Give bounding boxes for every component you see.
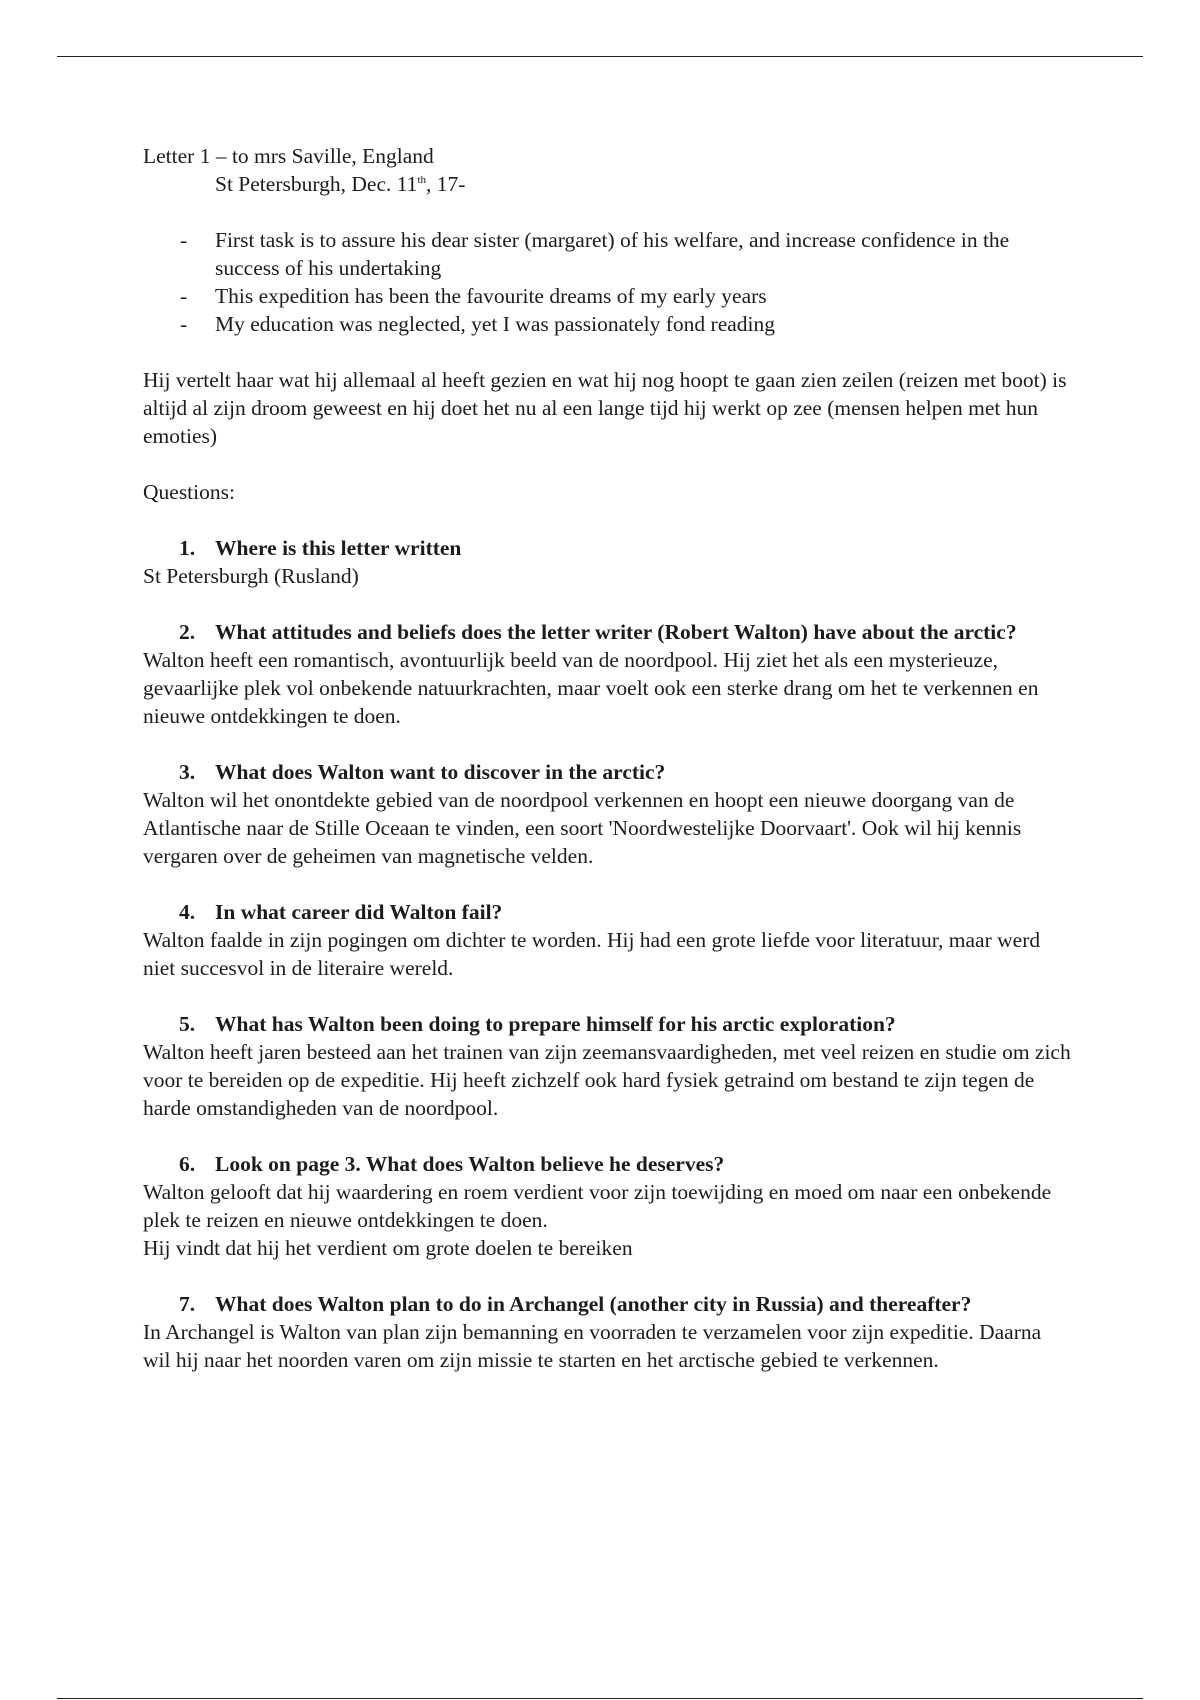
bullet-item: - First task is to assure his dear sister (margaret) of his welfare, and increase confidence in the success of his undertaking <box>143 226 1073 282</box>
question-text: What has Walton been doing to prepare himself for his arctic exploration? <box>215 1012 896 1036</box>
answer-text: Walton faalde in zijn pogingen om dichter te worden. Hij had een grote liefde voor literatuur, maar werd niet succesvol in de literaire wereld. <box>143 928 1041 980</box>
question-number: 7. <box>179 1292 196 1316</box>
question-heading <box>143 1010 1073 1038</box>
dateline-text: St Petersburgh, Dec. 11 <box>215 172 418 196</box>
question-block <box>143 534 1073 590</box>
bottom-rule <box>57 1698 1143 1699</box>
dateline-superscript: th <box>417 173 426 186</box>
answer-text: Walton heeft een romantisch, avontuurlijk beeld van de noordpool. Hij ziet het als een mysterieuze, gevaarlijke plek vol onbekende natuurkrachten, maar voelt ook een sterke drang om het te verkennen en nieuwe ontdekkingen te doen. <box>143 648 1039 728</box>
question-heading <box>143 534 1073 562</box>
answer-text: In Archangel is Walton van plan zijn bemanning en voorraden te verzamelen voor zijn expeditie. Daarna wil hij naar het noorden varen om zijn missie te starten en het arctische gebied te verkennen. <box>143 1320 1042 1372</box>
question-heading <box>143 1290 1073 1318</box>
answer-text: Walton wil het onontdekte gebied van de noordpool verkennen en hoopt een nieuwe doorgang van de Atlantische naar de Stille Oceaan te vinden, een soort 'Noordwestelijke Doorvaart'. Ook wil hij kennis vergaren over de geheimen van magnetische velden. <box>143 788 1022 868</box>
question-heading <box>143 898 1073 926</box>
summary-paragraph: Hij vertelt haar wat hij allemaal al heeft gezien en wat hij nog hoopt te gaan zien zeilen (reizen met boot) is altijd al zijn droom geweest en hij doet het nu al een lange tijd hij werkt op zee (mensen helpen met hun emoties) <box>143 368 1067 448</box>
answer-text-extra: Hij vindt dat hij het verdient om grote doelen te bereiken <box>143 1236 633 1260</box>
question-block <box>143 1010 1073 1122</box>
question-number: 3. <box>179 760 196 784</box>
question-block <box>143 898 1073 982</box>
top-rule <box>57 56 1143 57</box>
question-heading <box>143 618 1073 646</box>
question-block <box>143 758 1073 870</box>
question-text: What does Walton plan to do in Archangel (another city in Russia) and thereafter? <box>215 1292 972 1316</box>
question-number: 2. <box>179 620 196 644</box>
question-text: In what career did Walton fail? <box>215 900 503 924</box>
dateline <box>143 170 1073 198</box>
answer-text: Walton gelooft dat hij waardering en roem verdient voor zijn toewijding en moed om naar een onbekende plek te reizen en nieuwe ontdekkingen te doen. <box>143 1180 1052 1232</box>
bullet-item: - My education was neglected, yet I was passionately fond reading <box>143 310 1073 338</box>
question-number: 4. <box>179 900 196 924</box>
letter-title: Letter 1 – to mrs Saville, England <box>143 144 434 168</box>
question-number: 5. <box>179 1012 196 1036</box>
question-text: Look on page 3. What does Walton believe he deserves? <box>215 1152 725 1176</box>
answer-text: St Petersburgh (Rusland) <box>143 564 359 588</box>
bullet-item: - This expedition has been the favourite dreams of my early years <box>143 282 1073 310</box>
question-heading <box>143 1150 1073 1178</box>
document-page <box>143 142 1073 1374</box>
question-block <box>143 618 1073 730</box>
question-number: 1. <box>179 536 196 560</box>
questions-label: Questions: <box>143 480 235 504</box>
question-number: 6. <box>179 1152 196 1176</box>
question-block <box>143 1150 1073 1262</box>
question-heading <box>143 758 1073 786</box>
question-block <box>143 1290 1073 1374</box>
answer-text: Walton heeft jaren besteed aan het trainen van zijn zeemansvaardigheden, met veel reizen en studie om zich voor te bereiden op de expeditie. Hij heeft zichzelf ook hard fysiek getraind om bestand te zijn tegen de harde omstandigheden van de noordpool. <box>143 1040 1071 1120</box>
dateline-year: , 17- <box>426 172 466 196</box>
question-text: What does Walton want to discover in the arctic? <box>215 760 666 784</box>
question-text: Where is this letter written <box>215 536 462 560</box>
question-text: What attitudes and beliefs does the letter writer (Robert Walton) have about the arctic? <box>215 620 1017 644</box>
bullet-list <box>143 226 1073 338</box>
